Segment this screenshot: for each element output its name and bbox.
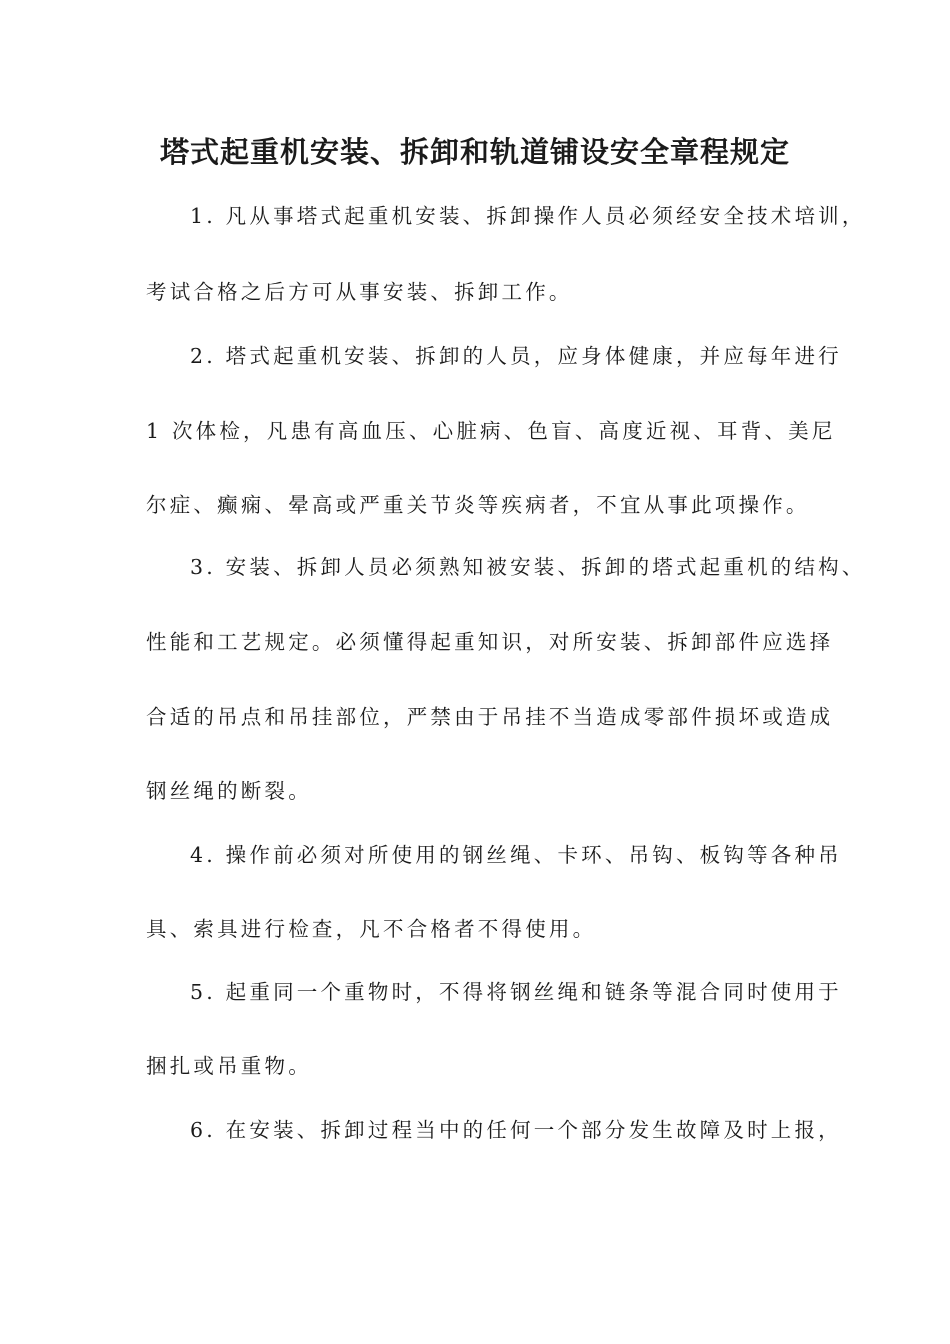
paragraph-5-line-2: 捆扎或吊重物。	[146, 1054, 312, 1078]
paragraph-2-line-2: 1 次体检，凡患有高血压、心脏病、色盲、高度近视、耳背、美尼	[146, 419, 836, 443]
paragraph-1-line-1: 1. 凡从事塔式起重机安装、拆卸操作人员必须经安全技术培训，	[190, 204, 866, 228]
document-title: 塔式起重机安装、拆卸和轨道铺设安全章程规定	[159, 135, 790, 169]
paragraph-3-line-2: 性能和工艺规定。必须懂得起重知识，对所安装、拆卸部件应选择	[146, 630, 834, 654]
paragraph-4-line-1: 4. 操作前必须对所使用的钢丝绳、卡环、吊钩、板钩等各种吊	[190, 843, 842, 867]
paragraph-2-line-3: 尔症、癫痫、晕高或严重关节炎等疾病者，不宜从事此项操作。	[146, 493, 810, 517]
paragraph-4-line-2: 具、索具进行检查，凡不合格者不得使用。	[146, 917, 597, 941]
paragraph-1-line-2: 考试合格之后方可从事安装、拆卸工作。	[146, 280, 573, 304]
paragraph-5-line-1: 5. 起重同一个重物时，不得将钢丝绳和链条等混合同时使用于	[190, 980, 842, 1004]
paragraph-6-line-1: 6. 在安装、拆卸过程当中的任何一个部分发生故障及时上报，	[190, 1118, 842, 1142]
paragraph-3-line-3: 合适的吊点和吊挂部位，严禁由于吊挂不当造成零部件损坏或造成	[146, 705, 834, 729]
paragraph-2-line-1: 2. 塔式起重机安装、拆卸的人员，应身体健康，并应每年进行	[190, 344, 842, 368]
paragraph-3-line-1: 3. 安装、拆卸人员必须熟知被安装、拆卸的塔式起重机的结构、	[190, 555, 866, 579]
paragraph-3-line-4: 钢丝绳的断裂。	[146, 779, 312, 803]
